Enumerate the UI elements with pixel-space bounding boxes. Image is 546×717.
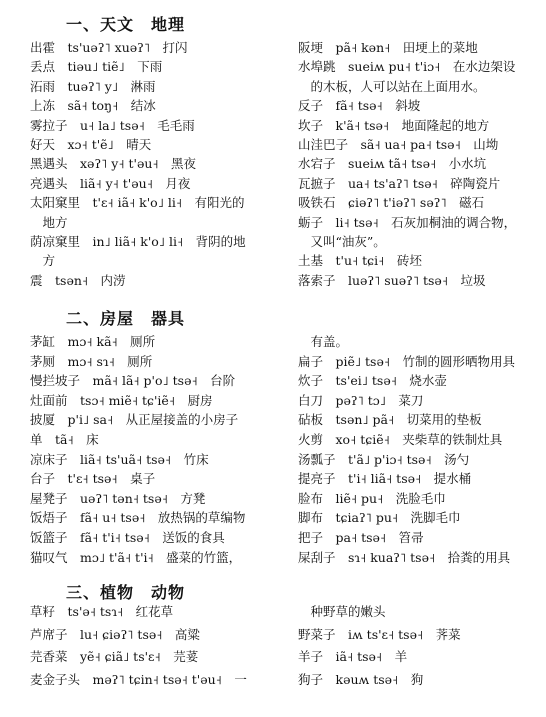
dictionary-entry: 扁子 piẽ˩ tsə˧ 竹制的圆形晒物用具	[298, 353, 516, 369]
dictionary-entry: 沰雨 tuəʔ˥ y˩ 淋雨	[30, 78, 156, 94]
dictionary-entry: 又叫“油灰”。	[298, 234, 386, 249]
dictionary-entry: 黑遇头 xəʔ˥ y˧ t'əu˧ 黑夜	[30, 156, 197, 172]
dictionary-entry: 把子 pa˧ tsə˧ 笤帚	[298, 530, 424, 545]
section-heading-astronomy: 一、天文 地理	[66, 15, 186, 34]
dictionary-entry: 亮遇头 liã˧ y˧ t'əu˧ 月夜	[30, 175, 191, 191]
dictionary-entry: 阪埂 pã˧ kən˧ 田埂上的菜地	[298, 40, 478, 55]
dictionary-entry: 水埠跳 sueiʍ pu˧ t'iɔ˧ 在水边架设	[298, 59, 516, 75]
dictionary-entry: 慢拦坡子 mã˧ lã˧ p'o˩ tsə˧ 台阶	[30, 373, 236, 389]
dictionary-entry: 荫凉窠里 in˩ liã˧ k'o˩ li˧ 背阴的地	[30, 234, 246, 249]
dictionary-entry: 台子 t'ɛ˧ tsə˧ 桌子	[30, 471, 156, 487]
dictionary-entry: 茅厕 mɔ˧ sɿ˧ 厕所	[30, 353, 153, 369]
dictionary-entry: 火剪 xo˧ tɕiẽ˧ 夹柴草的铁制灶具	[298, 432, 503, 447]
dictionary-entry: 芦席子 lu˧ ɕiəʔ˥ tsə˧ 高粱	[30, 626, 200, 642]
dictionary-entry: 种野草的嫩头	[298, 604, 386, 619]
dictionary-entry: 有盖。	[298, 334, 349, 349]
dictionary-entry: 茅缸 mɔ˧ kã˧ 厕所	[30, 334, 156, 349]
dictionary-entry: 水宕子 sueiʍ tã˧ tsə˧ 小水坑	[298, 156, 487, 172]
dictionary-entry: 狗子 kəuʍ tsə˧ 狗	[298, 671, 424, 687]
dictionary-entry: 坎子 k'ã˧ tsə˧ 地面隆起的地方	[298, 117, 490, 133]
dictionary-entry: 屎刮子 sɿ˧ kuaʔ˥ tsə˧ 拾粪的用具	[298, 549, 511, 565]
dictionary-entry: 草籽 ts'ə˧ tsɿ˧ 红花草	[30, 604, 174, 619]
dictionary-entry: 落索子 luəʔ˥ suəʔ˥ tsə˧ 垃圾	[298, 272, 486, 288]
section-heading-housing: 二、房屋 器具	[66, 309, 186, 328]
dictionary-entry: 震 tsən˧ 内涝	[30, 272, 126, 288]
dictionary-entry: 瓦摭子 ua˧ ts'aʔ˥ tsə˧ 碎陶瓷片	[298, 175, 501, 191]
dictionary-entry: 灶面前 tsɔ˧ miẽ˧ tɕ'iẽ˧ 厨房	[30, 392, 213, 408]
dictionary-entry: 汤瓢子 t'ã˩ p'iɔ˧ tsə˧ 汤勺	[298, 451, 470, 467]
dictionary-entry: 蛎子 li˧ tsə˧ 石灰加桐油的调合物，	[298, 214, 517, 230]
dictionary-entry: 脸布 liẽ˧ pu˧ 洗脸毛巾	[298, 490, 446, 506]
section-heading-plants: 三、植物 动物	[66, 583, 186, 602]
dictionary-entry: 屋凳子 uəʔ˥ tən˧ tsə˧ 方凳	[30, 490, 206, 506]
dictionary-entry: 方	[30, 253, 56, 269]
dictionary-entry: 吸铁石 ɕiəʔ˥ t'iəʔ˥ səʔ˥ 磁石	[298, 195, 485, 211]
dictionary-entry: 白刀 pəʔ˥ tɔ˩ 菜刀	[298, 392, 424, 408]
dictionary-entry: 好天 xɔ˧ t'ẽ˩ 晴天	[30, 137, 152, 152]
dictionary-entry: 地方	[30, 214, 68, 230]
dictionary-entry: 猫叹气 mɔ˩ t'ã˧ t'i˧ 盛菜的竹篮，	[30, 549, 242, 565]
dictionary-entry: 提亮子 t'i˧ liã˧ tsə˧ 提水桶	[298, 471, 472, 487]
dictionary-entry: 出霍 ts'uəʔ˥ xuəʔ˥ 打闪	[30, 40, 188, 55]
dictionary-entry: 饭篮子 fã˧ t'i˧ tsə˧ 送饭的食具	[30, 530, 225, 545]
dictionary-entry: 饭焐子 fã˧ u˧ tsə˧ 放热锅的草编物	[30, 510, 246, 526]
dictionary-entry: 反子 fã˧ tsə˧ 斜坡	[298, 98, 421, 114]
dictionary-entry: 脚布 tɕiaʔ˥ pu˧ 洗脚毛巾	[298, 510, 461, 526]
dictionary-entry: 砧板 tsən˩ pã˧ 切菜用的垫板	[298, 412, 482, 428]
dictionary-entry: 麦金子头 məʔ˥ tɕin˧ tsə˧ t'əu˧ 一	[30, 671, 247, 687]
dictionary-entry: 披厦 p'i˩ sa˧ 从正屋接盖的小房子	[30, 412, 239, 428]
dictionary-entry: 雾拉子 u˧ la˩ tsə˧ 毛毛雨	[30, 117, 195, 133]
dictionary-entry: 野菜子 iʍ ts'ɛ˧ tsə˧ 荠菜	[298, 626, 461, 642]
dictionary-entry: 丢点 tiəu˩ tiẽ˩ 下雨	[30, 59, 163, 75]
dictionary-entry: 羊子 iã˧ tsə˧ 羊	[298, 649, 408, 664]
dictionary-entry: 土基 t'u˧ tɕi˧ 砖坯	[298, 253, 422, 269]
dictionary-entry: 上冻 sã˧ toŋ˧ 结冰	[30, 98, 156, 114]
dictionary-entry: 芫香菜 yẽ˧ ɕiã˩ ts'ɛ˧ 芫荽	[30, 649, 199, 664]
dictionary-entry: 单 tã˧ 床	[30, 432, 99, 447]
dictionary-entry: 太阳窠里 t'ɛ˧ iã˧ k'o˩ li˧ 有阳光的	[30, 195, 245, 211]
dictionary-entry: 山洼巴子 sã˧ ua˧ pa˧ tsə˧ 山坳	[298, 137, 499, 152]
dictionary-entry: 的木板，人可以站在上面用水。	[298, 78, 486, 94]
dictionary-entry: 炊子 ts'ei˩ tsə˧ 烧水壶	[298, 373, 447, 389]
dictionary-entry: 凉床子 liã˧ ts'uã˧ tsə˧ 竹床	[30, 451, 209, 467]
